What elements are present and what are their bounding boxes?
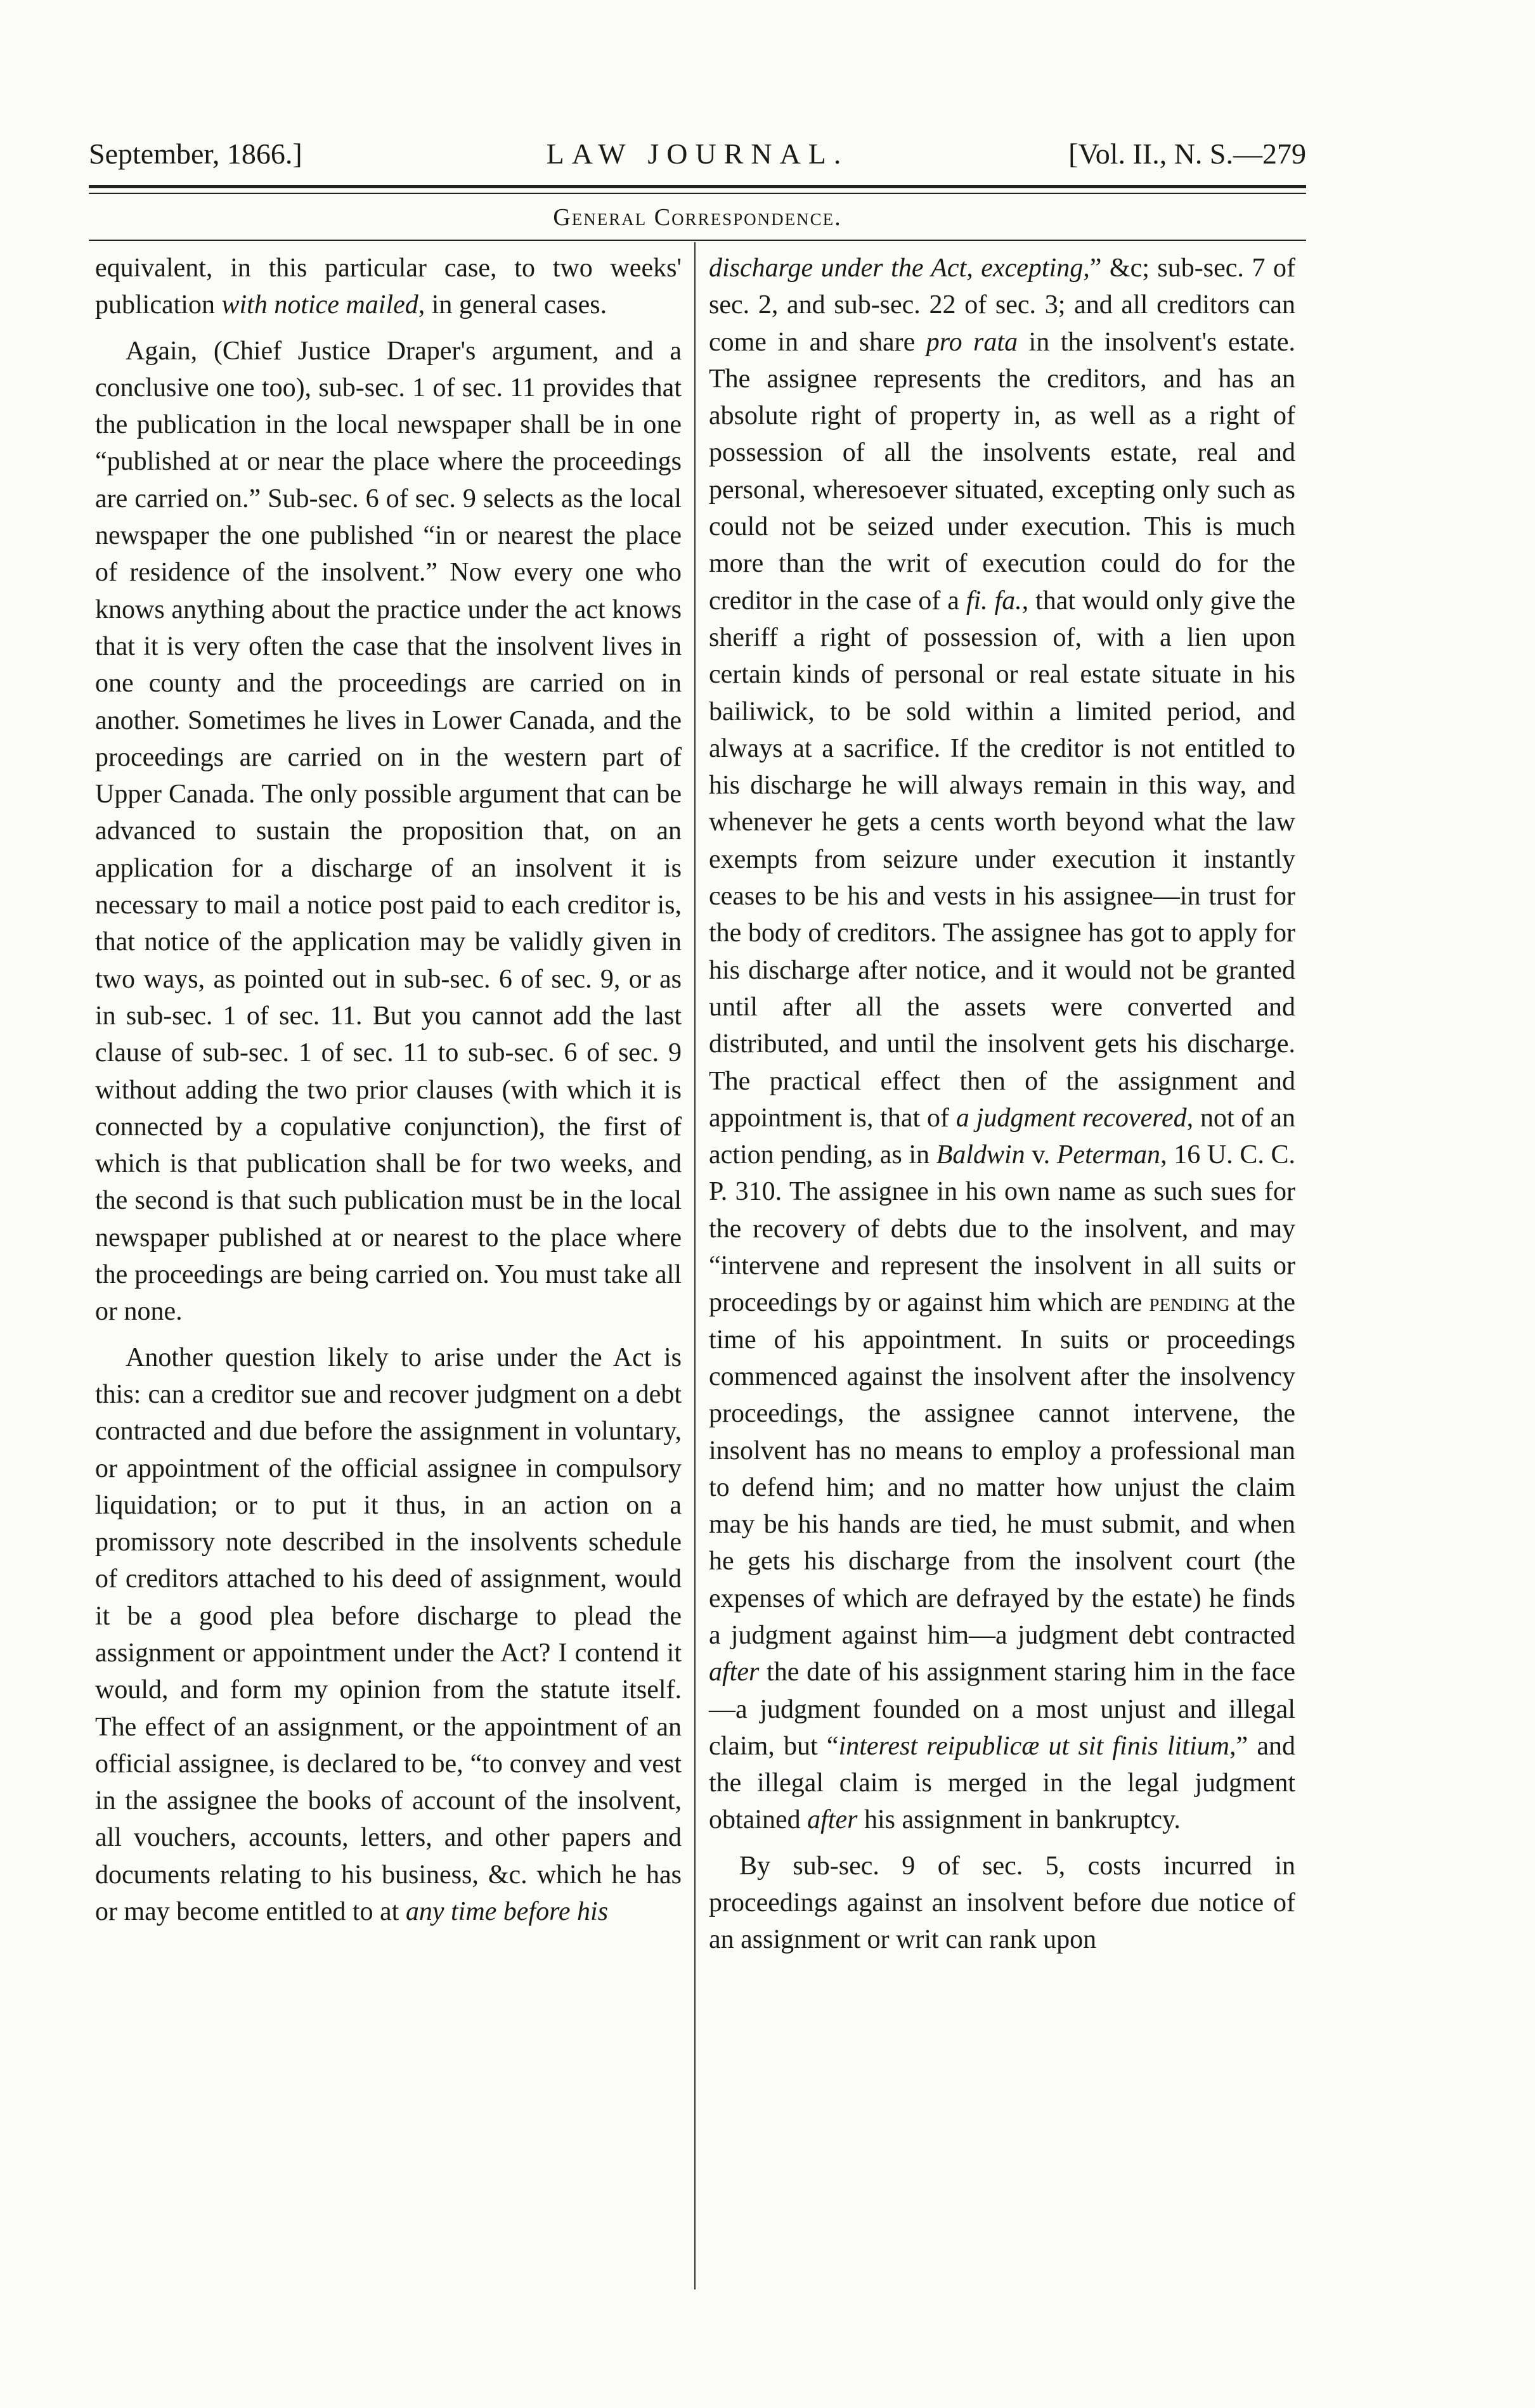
paragraph: Another question likely to arise under the Act is this: can a creditor sue and recover judgment on a debt contracted and due before the assignment in voluntary, or appointment of the official assignee in compulsory liquidation; or to put it thus, in an action on a promissory note described in the insolvents schedule of creditors attached to his deed of assignment, would it be a good plea before discharge to plead the assignment or appointment under the Act? I contend it would, and form my opinion from the statute itself. The effect of an assignment, or the appointment of an official assignee, is declared to be, “to convey and vest in the assignee the books of account of the insolvent, all vouchers, accounts, letters, and other papers and documents relating to his business, &c. which he has or may become entitled to at any time before his	[95, 1342, 682, 1927]
running-head	[89, 132, 1306, 176]
paragraph: equivalent, in this particular case, to two weeks' publication with notice mailed, in general cases.	[95, 254, 682, 320]
volume-page-number: [Vol. II., N. S.—279	[1068, 138, 1306, 170]
section-title: General Correspondence.	[553, 204, 842, 231]
paragraph: By sub-sec. 9 of sec. 5, costs incurred in proceedings against an insolvent before due notice of an assignment or writ can rank upon	[709, 1851, 1295, 1955]
issue-date: September, 1866.]	[89, 138, 302, 170]
left-column	[95, 250, 682, 1930]
right-column	[709, 250, 1295, 1959]
column-divider	[694, 242, 696, 2289]
paragraph: Again, (Chief Justice Draper's argument, and a conclusive one too), sub-sec. 1 of sec. 11 provides that the publication in the local newspaper shall be in one “published at or near the place where the proceedings are carried on.” Sub-sec. 6 of sec. 9 selects as the local newspaper the one published “in or nearest the place of residence of the insolvent.” Now every one who knows anything about the practice under the act knows that it is very often the case that the insolvent lives in one county and the proceedings are carried on in another. Sometimes he lives in Lower Canada, and the proceedings are carried on in the western part of Upper Canada. The only possible argument that can be advanced to sustain the proposition that, on an application for a discharge of an insolvent it is necessary to mail a notice post paid to each creditor is, that notice of the application may be validly given in two ways, as pointed out in sub-sec. 6 of sec. 9, or as in sub-sec. 1 of sec. 11. But you cannot add the last clause of sub-sec. 1 of sec. 11 to sub-sec. 6 of sec. 9 without adding the two prior clauses (with which it is connected by a copulative conjunction), the first of which is that publication shall be for two weeks, and the second is that such publication must be in the local newspaper published at or nearest to the place where the proceedings are being carried on. You must take all or none.	[95, 336, 682, 1327]
paragraph: discharge under the Act, excepting,” &c; sub-sec. 7 of sec. 2, and sub-sec. 22 of sec. 3; and all creditors can come in and share pro rata in the insolvent's estate. The assignee represents the creditors, and has an absolute right of property in, as well as a right of possession of all the insolvents estate, real and personal, wheresoever situated, excepting only such as could not be seized under execution. This is much more than the writ of execution could do for the creditor in the case of a fi. fa., that would only give the sheriff a right of possession of, with a lien upon certain kinds of personal or real estate situate in his bailiwick, to be sold within a limited period, and always at a sacrifice. If the creditor is not entitled to his discharge he will always remain in this way, and whenever he gets a cents worth beyond what the law exempts from seizure under execution it instantly ceases to be his and vests in his assignee—in trust for the body of creditors. The assignee has got to apply for his discharge after notice, and it would not be granted until after all the assets were converted and distributed, and until the insolvent gets his discharge. The practical effect then of the assignment and appointment is, that of a judgment recovered, not of an action pending, as in Baldwin v. Peterman, 16 U. C. C. P. 310. The assignee in his own name as such sues for the recovery of debts due to the insolvent, and may “intervene and represent the insolvent in all suits or proceedings by or against him which are pending at the time of his appointment. In suits or proceedings commenced against the insolvent after the insolvency proceedings, the assignee cannot intervene, the insolvent has no means to employ a professional man to defend him; and no matter how unjust the claim may be his hands are tied, he must submit, and when he gets his discharge from the insolvent court (the expenses of which are defrayed by the estate) he finds a judgment against him—a judgment debt contracted after the date of his assignment staring him in the face—a judgment founded on a most unjust and illegal claim, but “interest reipublicæ ut sit finis litium,” and the illegal claim is merged in the legal judgment obtained after his assignment in bankruptcy.	[709, 254, 1296, 1835]
journal-title: LAW JOURNAL.	[546, 138, 849, 170]
header-rule-thick	[89, 185, 1306, 188]
section-rule	[89, 240, 1306, 241]
header-rule-thin	[89, 193, 1306, 194]
